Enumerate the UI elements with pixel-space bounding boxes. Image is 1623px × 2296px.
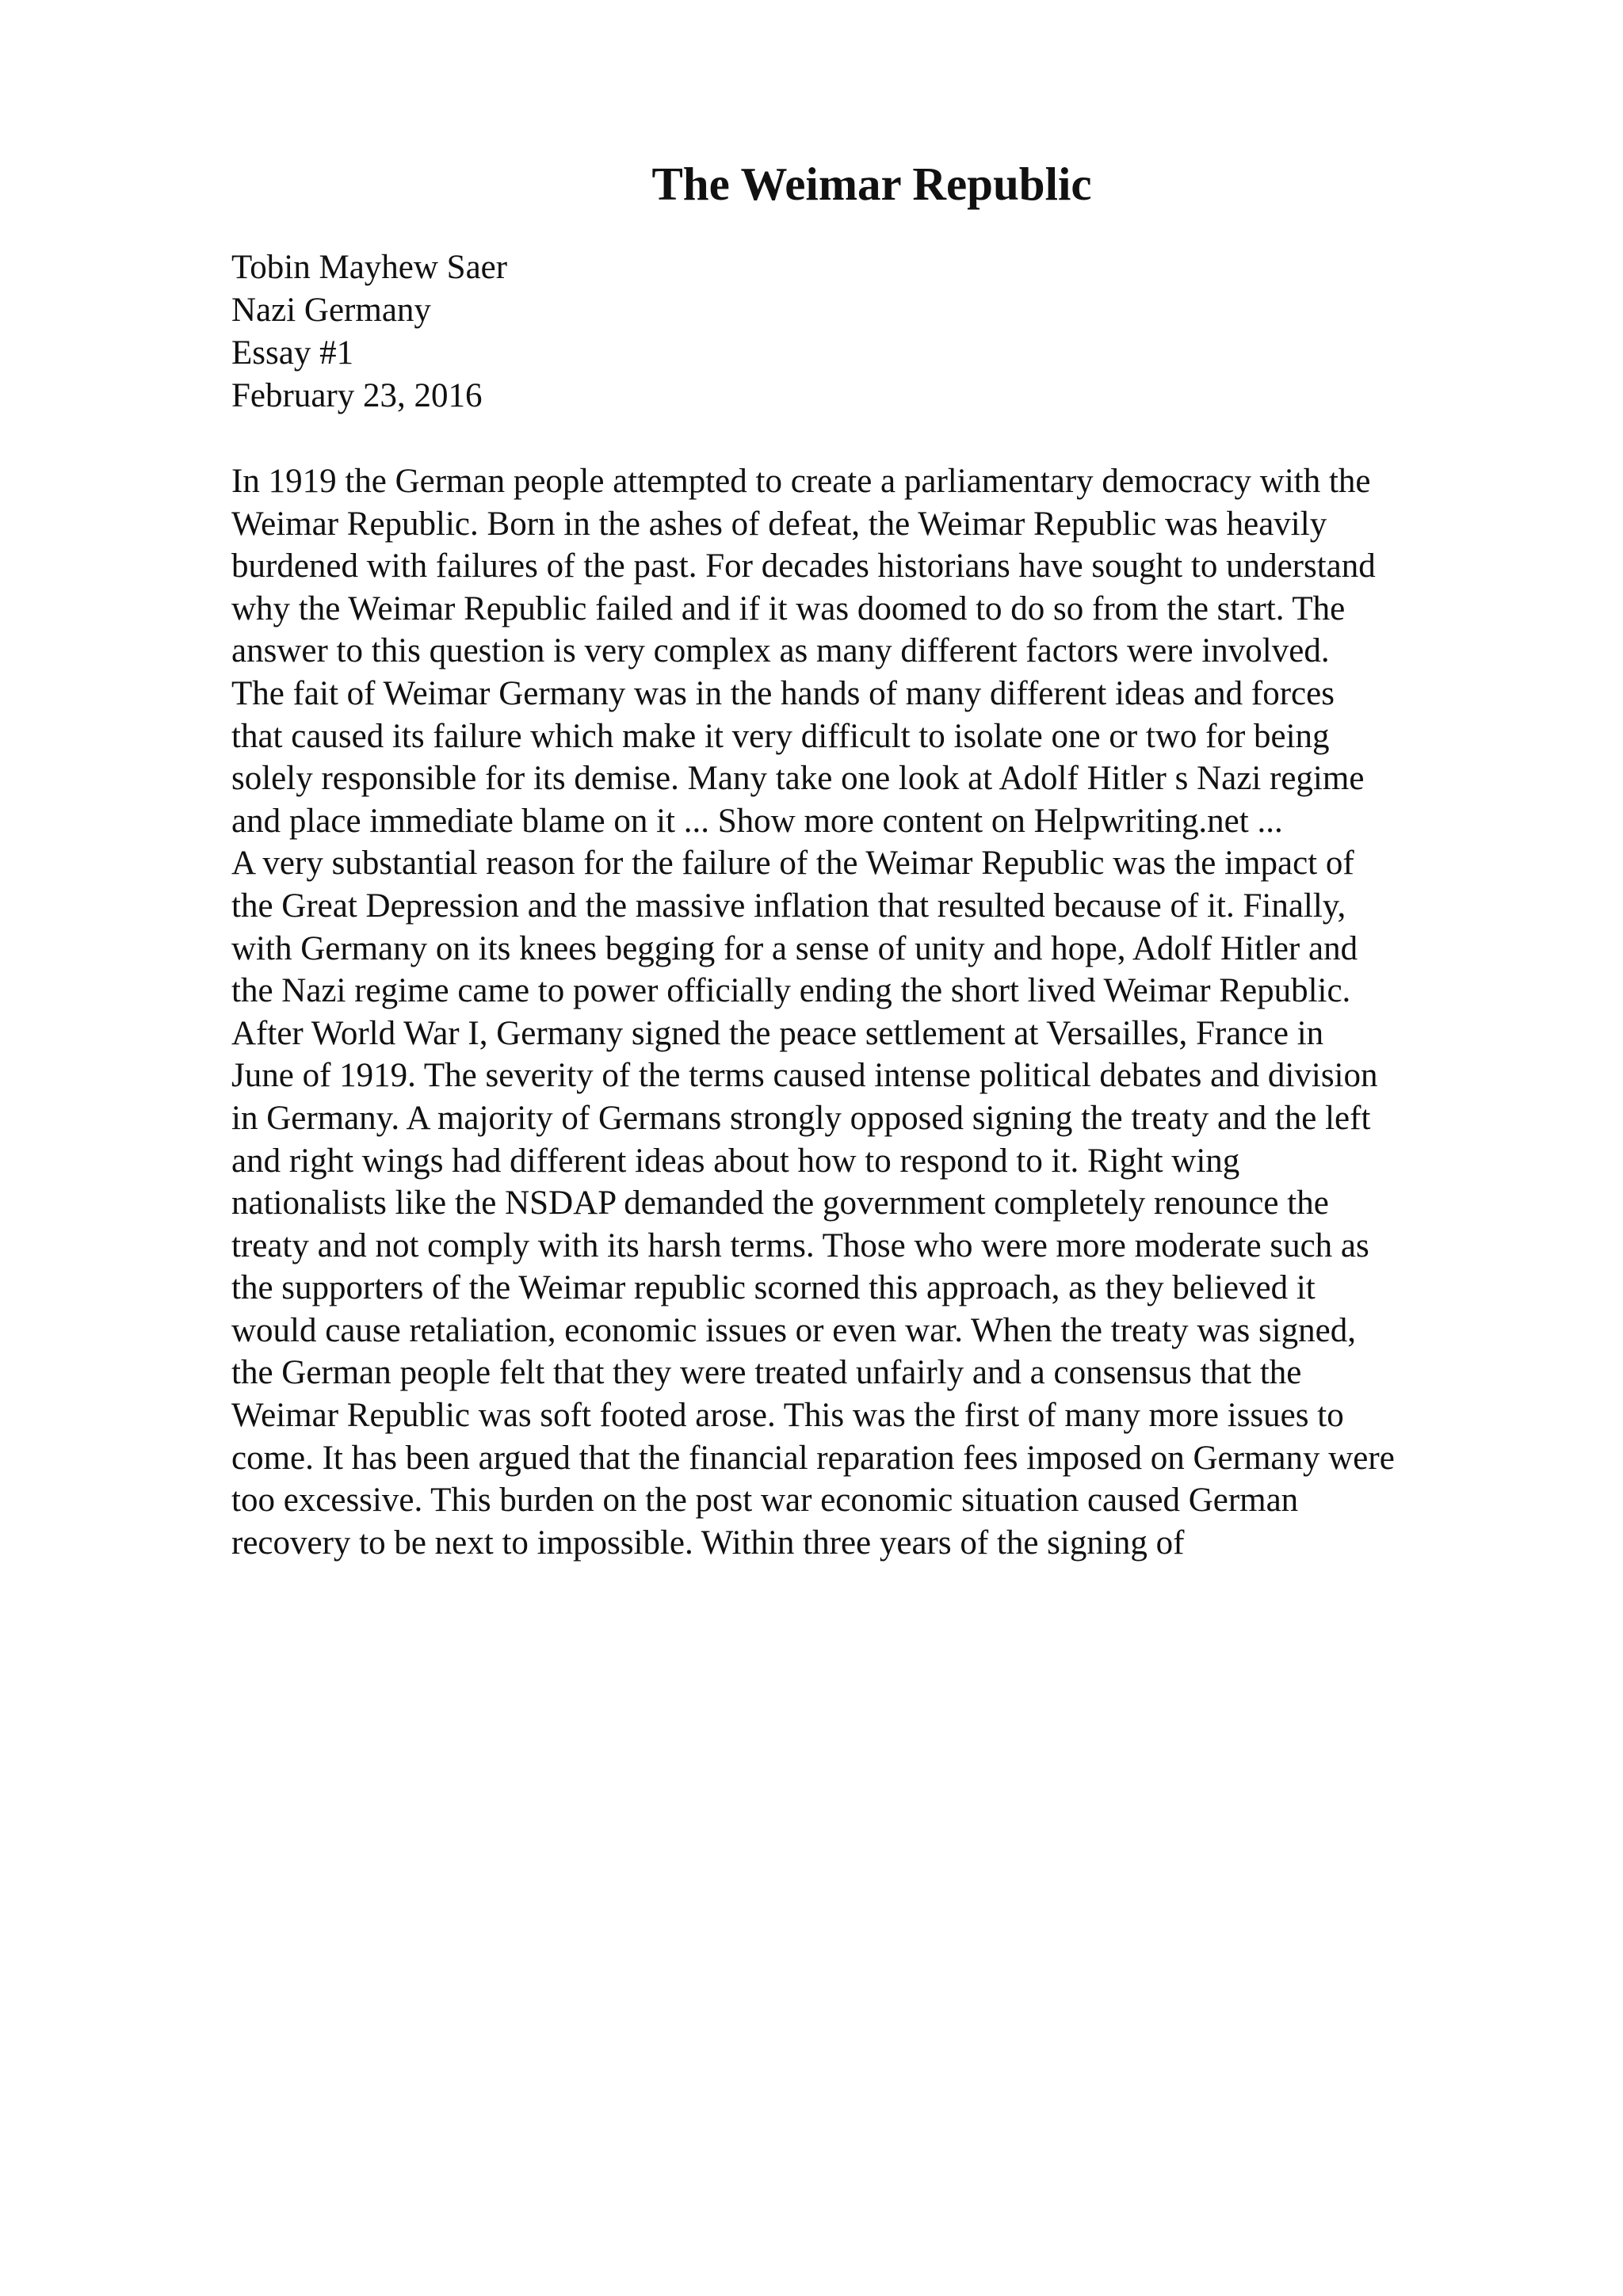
essay-line: the Great Depression and the massive inflation that resulted because of it. Finally, [231,887,1346,925]
essay-line: with Germany on its knees begging for a sense of unity and hope, Adolf Hitler and [231,929,1358,967]
essay-line: and right wings had different ideas about how to respond to it. Right wing [231,1142,1240,1180]
essay-line: in Germany. A majority of Germans strongly opposed signing the treaty and the left [231,1099,1371,1137]
essay-line: answer to this question is very complex as many different factors were involved. [231,632,1330,670]
essay-line: the supporters of the Weimar republic scorned this approach, as they believed it [231,1269,1316,1307]
essay-line: nationalists like the NSDAP demanded the government completely renounce the [231,1184,1329,1222]
essay-line: and place immediate blame on it ... Show more content on Helpwriting.net ... [231,802,1283,840]
essay-line: In 1919 the German people attempted to create a parliamentary democracy with the [231,463,1371,500]
essay-line: the Nazi regime came to power officially ending the short lived Weimar Republic. [231,972,1351,1010]
assignment-label: Essay #1 [231,334,354,372]
essay-line: come. It has been argued that the financial reparation fees imposed on Germany were [231,1439,1395,1477]
essay-line: the German people felt that they were treated unfairly and a consensus that the [231,1354,1302,1392]
essay-body [231,460,1594,1564]
essay-line: why the Weimar Republic failed and if it was doomed to do so from the start. The [231,589,1346,627]
essay-line: burdened with failures of the past. For decades historians have sought to understand [231,547,1376,585]
essay-line: would cause retaliation, economic issues or even war. When the treaty was signed, [231,1311,1356,1349]
essay-line: The fait of Weimar Germany was in the hands of many different ideas and forces [231,674,1335,712]
essay-line: treaty and not comply with its harsh terms. Those who were more moderate such as [231,1226,1369,1264]
essay-line: A very substantial reason for the failure of the Weimar Republic was the impact of [231,845,1354,883]
document-header-block [231,246,1579,418]
document-date: February 23, 2016 [231,377,483,414]
essay-line: that caused its failure which make it very difficult to isolate one or two for being [231,717,1330,755]
essay-line: solely responsible for its demise. Many take one look at Adolf Hitler s Nazi regime [231,760,1365,798]
essay-line: recovery to be next to impossible. Within three years of the signing of [231,1524,1185,1562]
essay-line: After World War I, Germany signed the peace settlement at Versailles, France in [231,1014,1324,1052]
essay-line: Weimar Republic. Born in the ashes of defeat, the Weimar Republic was heavily [231,505,1327,543]
essay-line: Weimar Republic was soft footed arose. This was the first of many more issues to [231,1397,1344,1435]
document-title: The Weimar Republic [651,158,1092,210]
essay-line: June of 1919. The severity of the terms caused intense political debates and division [231,1057,1378,1095]
author-name: Tobin Mayhew Saer [231,249,508,286]
course-name: Nazi Germany [231,292,431,329]
essay-line: too excessive. This burden on the post war economic situation caused German [231,1482,1299,1520]
